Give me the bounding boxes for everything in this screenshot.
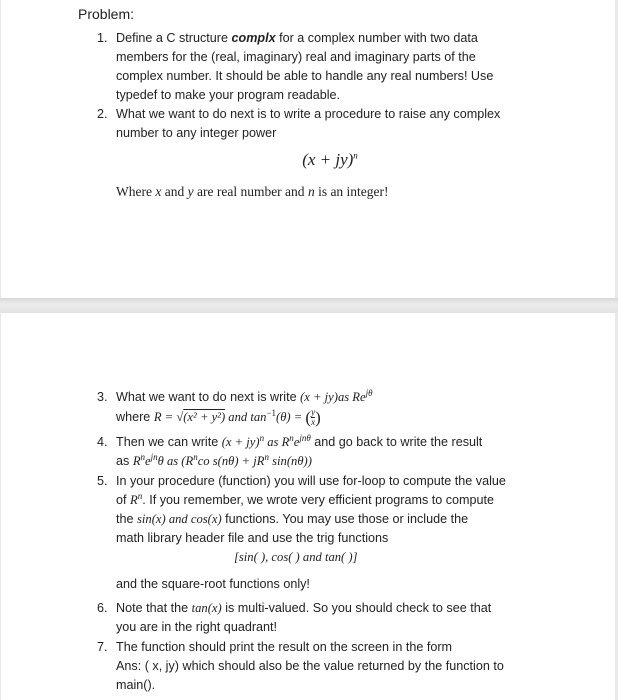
problem-title: Problem: — [78, 6, 135, 22]
item-2-text: What we want to do next is to write a procedure to raise any complex number to any integer power — [116, 107, 501, 140]
item-1-text: Define a C structure complx for a complex number with two data members for the (real, imaginary) real and imaginary parts of the complex number. It should be able to handle any real numbers! Use typedef to make your program readable. — [116, 31, 494, 102]
complx-keyword: complx — [231, 31, 276, 45]
item-1-number: 1. — [97, 31, 108, 45]
page-separator — [0, 298, 618, 313]
y-over-x-fraction: $\frac{y}{x}$ — [311, 407, 316, 428]
item-2-number: 2. — [97, 107, 108, 121]
item-6-text: Note that the tan(x) is multi-valued. So you should check to see that you are in the right quadrant! — [116, 601, 492, 634]
item-7-text: The function should print the result on the screen in the form Ans: ( x, jy) which should also be the value returned by the function to main(). — [116, 640, 504, 692]
item-6-number: 6. — [97, 601, 108, 615]
item-5-text: In your procedure (function) you will use for-loop to compute the value of $R^n$. If you remember, we wrote very efficient programs to compute the sin(x) and cos(x) functions. You may use those or include the math library header file and use the trig functions [sin( ), cos( ) and tan( )] — [116, 474, 506, 564]
power-equation: (x + jy)$^n$ — [302, 150, 358, 169]
trig-functions-list: [sin( ), cos( ) and tan( )] — [234, 550, 358, 564]
where-statement: Where x and y are real number and n is an integer! — [116, 184, 389, 199]
item-3-text: What we want to do next is write (x + jy)as $Re^{j\theta}$ where R = √(x² + y²) and $\tan^{-1}(\theta)$ = ( $\frac{y}{x}$ ) — [116, 387, 373, 428]
item-4-text: Then we can write (x + jy)$^n$ as $R^ne^{jn\theta}$ and go back to write the result as $R^ne^{jn}\theta$ as ($R^nco$ $s(n\theta) + jR^n$ sin(nθ)) — [116, 432, 483, 468]
item-5-number: 5. — [97, 474, 108, 488]
sqrt-note: and the square-root functions only! — [116, 577, 310, 591]
page-2 — [1, 313, 615, 700]
item-4-number: 4. — [97, 435, 108, 449]
item-3-number: 3. — [97, 390, 108, 404]
page-1 — [1, 0, 615, 298]
item-7-number: 7. — [97, 640, 108, 654]
